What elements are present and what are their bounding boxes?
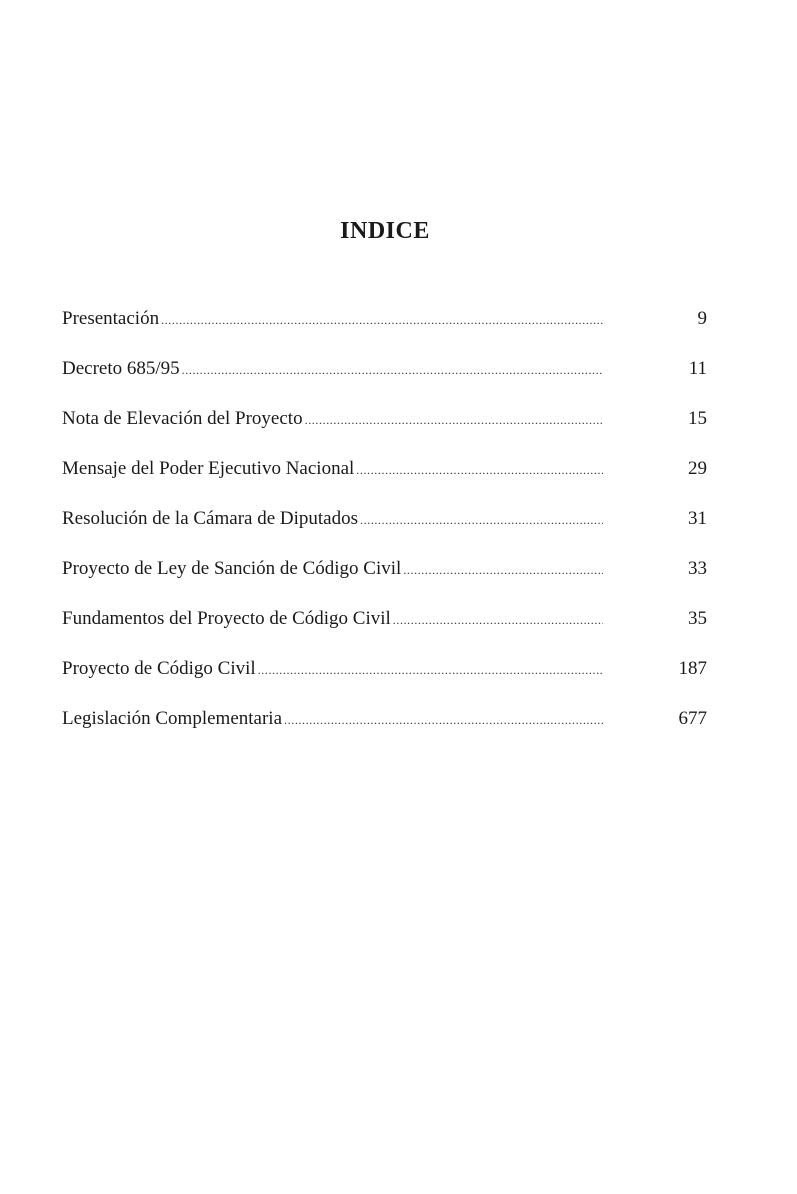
toc-entry (62, 558, 707, 608)
toc-entry-page: 9 (697, 308, 707, 329)
toc-entry-label: Proyecto de Ley de Sanción de Código Civil (62, 558, 402, 579)
dot-leader (356, 458, 603, 480)
toc-entry (62, 358, 707, 408)
toc-entry-page: 187 (678, 658, 707, 679)
toc-entry (62, 308, 707, 358)
toc-entry-label: Resolución de la Cámara de Diputados (62, 508, 359, 529)
dot-leader (403, 558, 603, 580)
toc-entry-page: 15 (688, 408, 707, 429)
dot-leader (182, 358, 603, 380)
dot-leader (258, 658, 603, 680)
toc-entry (62, 608, 707, 658)
toc-entry (62, 708, 707, 758)
toc-entry (62, 658, 707, 708)
toc-entry-page: 31 (688, 508, 707, 529)
dot-leader (393, 608, 603, 630)
toc-entry-label: Decreto 685/95 (62, 358, 180, 379)
dot-leader (284, 708, 603, 730)
toc-entry-page: 33 (688, 558, 707, 579)
toc-entry-label: Presentación (62, 308, 160, 329)
toc-entry-label: Mensaje del Poder Ejecutivo Nacional (62, 458, 355, 479)
toc-entry-label: Legislación Complementaria (62, 708, 283, 729)
toc-entry-label: Proyecto de Código Civil (62, 658, 256, 679)
table-of-contents (62, 308, 707, 758)
toc-entry-page: 35 (688, 608, 707, 629)
toc-entry (62, 408, 707, 458)
toc-entry-label: Fundamentos del Proyecto de Código Civil (62, 608, 391, 629)
toc-entry-page: 11 (688, 358, 707, 379)
dot-leader (305, 408, 603, 430)
toc-entry (62, 508, 707, 558)
toc-entry-label: Nota de Elevación del Proyecto (62, 408, 303, 429)
toc-entry-page: 677 (678, 708, 707, 729)
dot-leader (360, 508, 603, 530)
page-title: INDICE (340, 218, 430, 244)
toc-entry (62, 458, 707, 508)
dot-leader (161, 308, 603, 330)
toc-entry-page: 29 (688, 458, 707, 479)
